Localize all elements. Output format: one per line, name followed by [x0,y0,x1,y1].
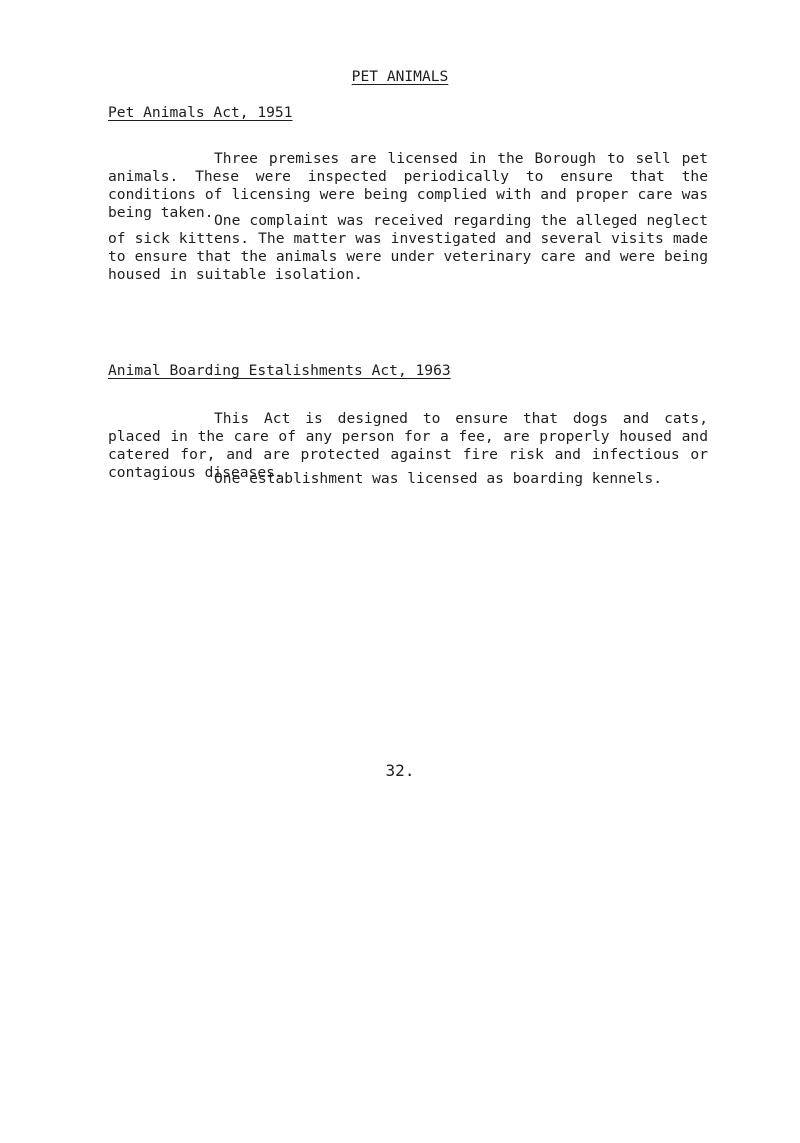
section-heading-pet-animals-act: Pet Animals Act, 1951 [108,104,293,121]
section-heading-animal-boarding-act: Animal Boarding Estalishments Act, 1963 [108,362,451,379]
page-number: 32. [385,761,415,780]
paragraph-complaint: One complaint was received regarding the alleged neglect of sick kittens. The matter was investigated and several visits made to ensure that the animals were under veterinary care and were being housed in suitable isolation. [108,212,708,283]
paragraph-act-purpose: This Act is designed to ensure that dogs and cats, placed in the care of any person for a fee, are properly housed and catered for, and are protected against fire risk and infectious or contagious diseases. [108,410,708,481]
paragraph-establishment-licensed: One establishment was licensed as boarding kennels. [214,470,663,487]
paragraph-premises-licensed: Three premises are licensed in the Borough to sell pet animals. These were inspected periodically to ensure that the conditions of licensing were being complied with and proper care was being taken. [108,150,708,221]
page-title: PET ANIMALS [351,68,449,85]
